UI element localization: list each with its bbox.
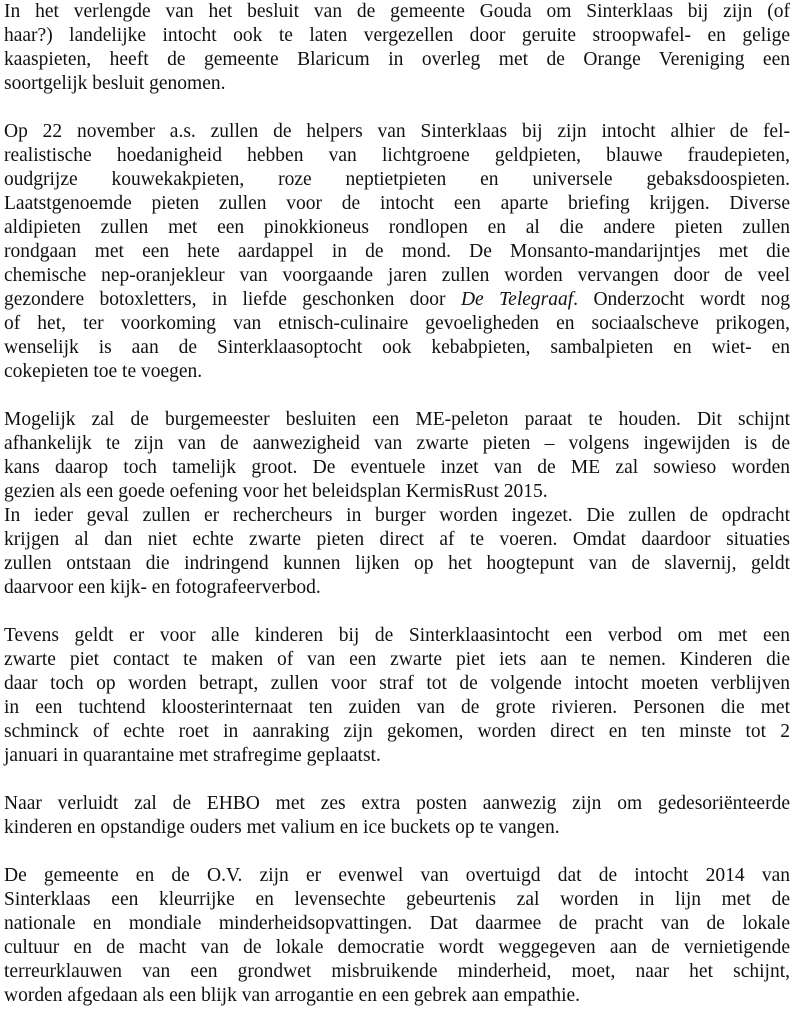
text-line: krijgen al dan niet echte zwarte pieten direct af te voeren. Omdat daardoor situaties xyxy=(4,529,790,550)
paragraph-1 xyxy=(4,0,790,96)
paragraph-gap xyxy=(4,768,790,792)
text-line: realistische hoedanigheid hebben van lichtgroene geldpieten, blauwe fraudepieten, xyxy=(4,145,790,166)
text-line: afhankelijk te zijn van de aanwezigheid van zwarte pieten – volgens ingewijden is de xyxy=(4,433,790,454)
document-body xyxy=(4,0,790,1008)
text-line: chemische nep-oranjekleur van voorgaande jaren zullen worden vervangen door de veel xyxy=(4,265,790,286)
text-line: rondgaan met een hete aardappel in de mond. De Monsanto-mandarijntjes met die xyxy=(4,241,790,262)
paragraph-gap xyxy=(4,384,790,408)
paragraph-5 xyxy=(4,792,790,840)
paragraph-gap xyxy=(4,840,790,864)
text-line-with-italic xyxy=(4,288,790,312)
text-line: terreurklauwen van een grondwet misbruikende minderheid, moet, naar het schijnt, xyxy=(4,961,790,982)
text-line: aldipieten zullen met een pinokkioneus rondlopen en al die andere pieten zullen xyxy=(4,217,790,238)
paragraph-2 xyxy=(4,120,790,384)
text-line: januari in quarantaine met strafregime geplaatst. xyxy=(4,745,381,766)
text-line: of het, ter voorkoming van etnisch-culinaire gevoeligheden en sociaalscheve prikogen, xyxy=(4,313,790,334)
text-line: cultuur en de macht van de lokale democratie wordt weggegeven aan de vernietigende xyxy=(4,937,790,958)
paragraph-gap xyxy=(4,600,790,624)
text-line: De gemeente en de O.V. zijn er evenwel van overtuigd dat de intocht 2014 van xyxy=(4,865,790,886)
text-line: soortgelijk besluit genomen. xyxy=(4,73,226,94)
text-line: kans daarop toch tamelijk groot. De eventuele inzet van de ME zal sowieso worden xyxy=(4,457,790,478)
text-line: nationale en mondiale minderheidsopvattingen. Dat daarmee de pracht van de lokale xyxy=(4,913,790,934)
text-line: Naar verluidt zal de EHBO met zes extra posten aanwezig zijn om gedesoriënteerde xyxy=(4,793,790,814)
text-line: Laatstgenoemde pieten zullen voor de intocht een aparte briefing krijgen. Diverse xyxy=(4,193,790,214)
text-line: worden afgedaan als een blijk van arrogantie en een gebrek aan empathie. xyxy=(4,985,581,1006)
text-line: In het verlengde van het besluit van de gemeente Gouda om Sinterklaas bij zijn (of xyxy=(4,1,790,22)
text-segment: . Onderzocht wordt nog xyxy=(573,289,791,310)
paragraph-4 xyxy=(4,624,790,768)
text-line: In ieder geval zullen er rechercheurs in burger worden ingezet. Die zullen de opdracht xyxy=(4,505,790,526)
text-line: kaaspieten, heeft de gemeente Blaricum in overleg met de Orange Vereniging een xyxy=(4,49,790,70)
text-line: Sinterklaas een kleurrijke en levensechte gebeurtenis zal worden in lijn met de xyxy=(4,889,790,910)
text-line: daar toch op worden betrapt, zullen voor straf tot de volgende intocht moeten verblijven xyxy=(4,673,790,694)
text-line: zullen ontstaan die indringend kunnen lijken op het hoogtepunt van de slavernij, geldt xyxy=(4,553,790,574)
text-line: zwarte piet contact te maken of van een zwarte piet iets aan te nemen. Kinderen die xyxy=(4,649,790,670)
text-line: gezien als een goede oefening voor het beleidsplan KermisRust 2015. xyxy=(4,481,548,502)
paragraph-6 xyxy=(4,864,790,1008)
text-line: haar?) landelijke intocht ook te laten vergezellen door geruite stroopwafel- en gelige xyxy=(4,25,790,46)
text-line: oudgrijze kouwekakpieten, roze neptietpieten en universele gebaksdoospieten. xyxy=(4,169,790,190)
paragraph-gap xyxy=(4,96,790,120)
newspaper-title-italic: De Telegraaf xyxy=(460,289,574,310)
text-line: kinderen en opstandige ouders met valium en ice buckets op te vangen. xyxy=(4,817,560,838)
text-line: Op 22 november a.s. zullen de helpers van Sinterklaas bij zijn intocht alhier de fel- xyxy=(4,121,790,142)
text-line: Mogelijk zal de burgemeester besluiten een ME-peleton paraat te houden. Dit schijnt xyxy=(4,409,790,430)
text-line: schminck of echte roet in aanraking zijn gekomen, worden direct en ten minste tot 2 xyxy=(4,721,790,742)
paragraph-3 xyxy=(4,408,790,600)
text-line: cokepieten toe te voegen. xyxy=(4,361,203,382)
text-line: Tevens geldt er voor alle kinderen bij de Sinterklaasintocht een verbod om met een xyxy=(4,625,790,646)
text-line: wenselijk is aan de Sinterklaasoptocht ook kebabpieten, sambalpieten en wiet- en xyxy=(4,337,790,358)
text-line: in een tuchtend kloosterinternaat ten zuiden van de grote rivieren. Personen die met xyxy=(4,697,790,718)
text-line: daarvoor een kijk- en fotografeerverbod. xyxy=(4,577,321,598)
text-segment: gezondere botoxletters, in liefde geschonken door xyxy=(4,289,461,310)
